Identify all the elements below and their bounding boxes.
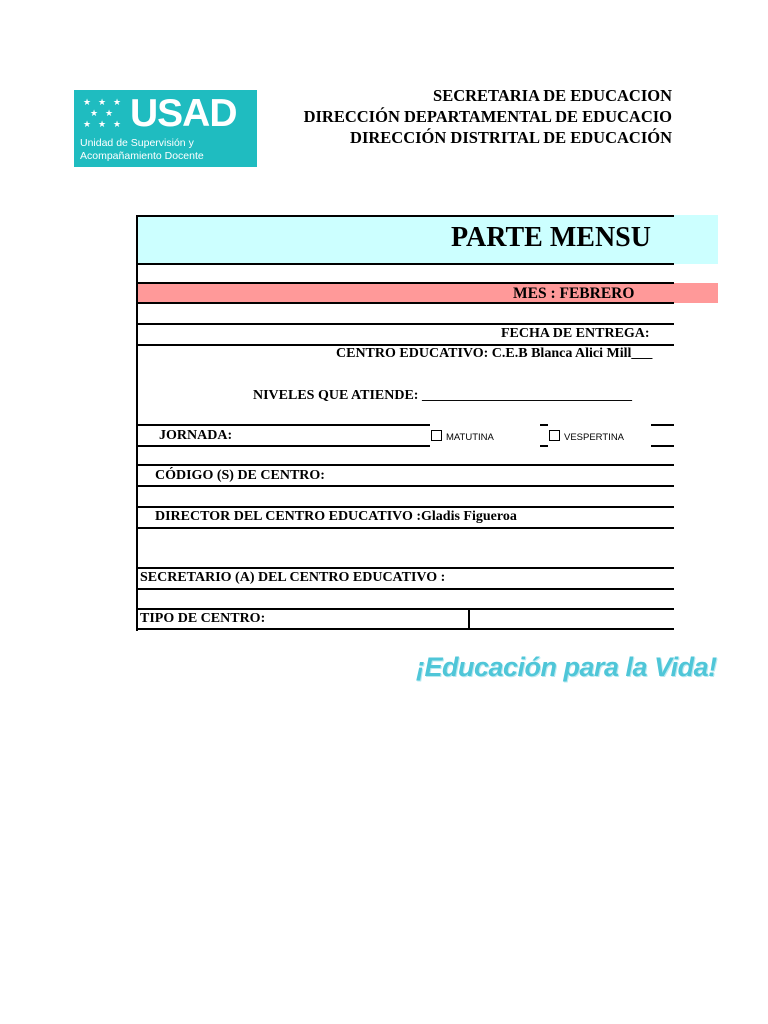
secretario-label: SECRETARIO (A) DEL CENTRO EDUCATIVO :	[140, 570, 446, 585]
checkbox-icon[interactable]	[431, 430, 442, 441]
usad-logo	[74, 90, 257, 167]
form-table	[136, 215, 718, 631]
svg-text:★: ★	[113, 120, 122, 128]
svg-text:★: ★	[98, 120, 107, 128]
svg-text:★: ★	[105, 109, 114, 119]
vespertina-option[interactable]	[549, 430, 624, 443]
centro-educativo-field: CENTRO EDUCATIVO: C.E.B Blanca Alici Mill___	[336, 346, 653, 361]
tipo-centro-label: TIPO DE CENTRO:	[140, 611, 266, 626]
niveles-field: NIVELES QUE ATIENDE: ______________________________	[253, 388, 632, 403]
slogan: ¡Educación para la Vida!	[416, 652, 717, 682]
header-line-3: DIRECCIÓN DISTRITAL DE EDUCACIÓN	[350, 128, 672, 147]
svg-text:★: ★	[113, 98, 122, 108]
logo-tagline-line2: Acompañamiento Docente	[80, 150, 204, 162]
svg-text:★: ★	[90, 109, 99, 119]
stars-icon	[81, 96, 129, 128]
svg-text:★: ★	[98, 98, 107, 108]
codigo-centro-label: CÓDIGO (S) DE CENTRO:	[155, 468, 325, 483]
director-field: DIRECTOR DEL CENTRO EDUCATIVO :Gladis Figueroa	[155, 509, 517, 524]
tipo-centro-divider	[468, 608, 470, 630]
header-line-2: DIRECCIÓN DEPARTAMENTAL DE EDUCACIO	[303, 107, 672, 126]
form-body	[136, 215, 674, 631]
svg-text:★: ★	[83, 98, 92, 108]
jornada-label: JORNADA:	[159, 428, 233, 443]
logo-tagline	[80, 137, 204, 163]
svg-text:★: ★	[83, 120, 92, 128]
form-title: PARTE MENSU	[451, 222, 651, 253]
mes-label: MES : FEBRERO	[513, 285, 635, 302]
matutina-option[interactable]	[431, 430, 494, 443]
checkbox-icon[interactable]	[549, 430, 560, 441]
vespertina-label: VESPERTINA	[564, 432, 625, 443]
fecha-entrega-label: FECHA DE ENTREGA:	[501, 326, 650, 341]
header-line-1: SECRETARIA DE EDUCACION	[433, 86, 672, 105]
matutina-label: MATUTINA	[446, 432, 494, 443]
logo-tagline-line1: Unidad de Supervisión y	[80, 137, 194, 149]
logo-wordmark: USAD	[130, 92, 237, 135]
